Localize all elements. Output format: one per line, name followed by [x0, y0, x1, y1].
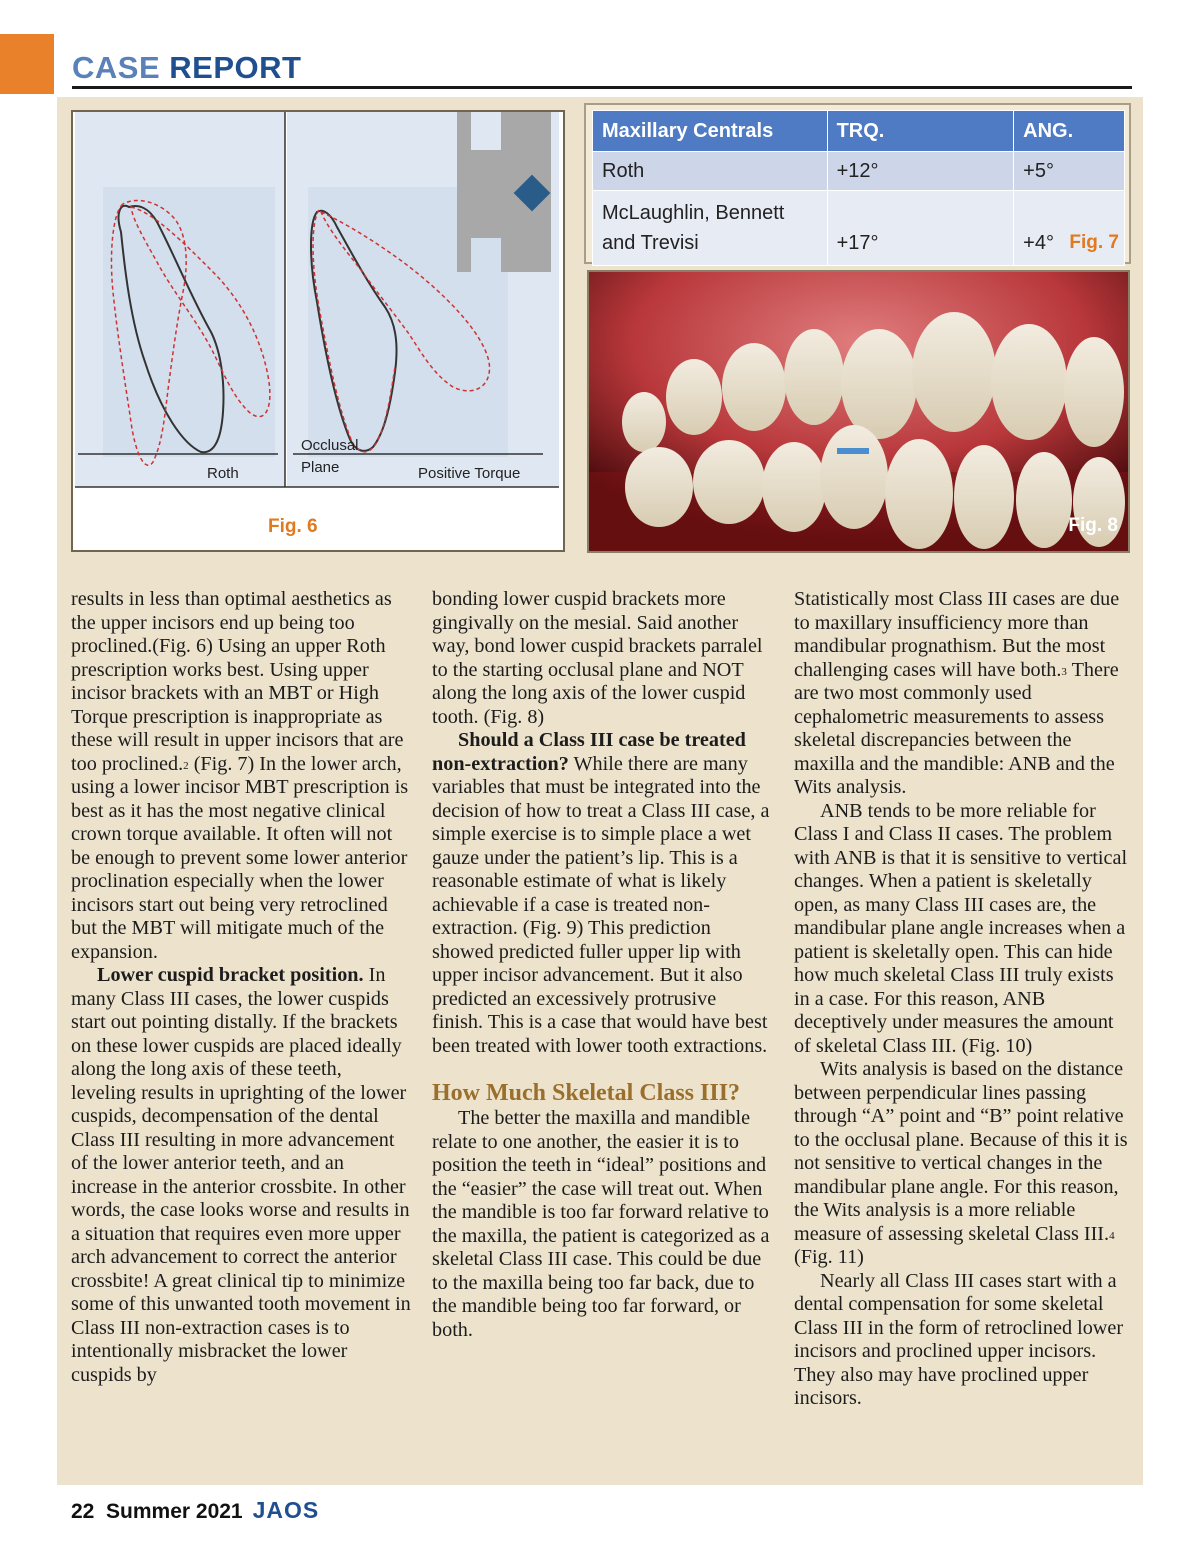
paragraph: The better the maxilla and mandible relate to one another, the easier it is to position the teeth in “ideal” positions and the “easier” the case will treat out. When the mandible is too far forward relative to the maxilla, the patient is categorized as a skeletal Class III case. This could be due to the maxilla being too far back, due to the mandible being too far forward, or both. [432, 1107, 770, 1341]
paragraph-text: In many Class III cases, the lower cuspids start out pointing distally. If the brackets on these lower cuspids are placed ideally along the long axis of these teeth, leveling results in uprighting of the lower cuspids, decompensation of the dental Class III resulting in more advancement of the lower anterior teeth, and an increase in the anterior crossbite. In other words, the case looks worse and results in a situation that requires even more upper arch advancement to correct the anterior crossbite! A great clinical tip to minimize some of this unwanted tooth movement in Class III non-extraction cases is to intentionally misbracket the lower cuspids by [71, 964, 411, 1386]
paragraph-text: results in less than optimal aesthetics as the upper incisors end up being too proclined.(Fig. 6) Using an upper Roth prescription works best. Using upper incisor brackets with an MBT or High Torque prescription is inappropriate as these will result in upper incisors that are too proclined. [71, 588, 404, 775]
paragraph: ANB tends to be more reliable for Class I and Class II cases. The problem with ANB is that it is sensitive to vertical changes. When a patient is skeletally open, as many Class III cases are, the mandibular plane angle increases when a patient is skeletally open. This can hide how much skeletal Class III truly exists in a case. For this reason, ANB deceptively under measures the amount of skeletal Class III. (Fig. 10) [794, 799, 1128, 1057]
paragraph: bonding lower cuspid brackets more gingivally on the mesial. Said another way, bond lower cuspid brackets parralel to the starting occlusal plane and NOT along the long axis of the lower cuspid tooth. (Fig. 8) [432, 588, 763, 728]
label-plane: Plane [301, 459, 340, 476]
paragraph: Nearly all Class III cases start with a dental compensation for some skeletal Class III in the form of retroclined lower incisors and proclined upper incisors. They also may have proclined upper incisors. [794, 1269, 1124, 1409]
table-cell: +4° [1014, 191, 1125, 266]
paragraph-text: (Fig. 11) [794, 1246, 864, 1268]
journal-name: JAOS [252, 1497, 320, 1523]
teeth-photo [589, 272, 1130, 553]
paragraph-text: (Fig. 7) In the lower arch, using a lower incisor MBT prescription is best as it has the most negative clinical crown torque available. It often will not be enough to prevent some lower anterior proclination especially when the lower incisors start out being very retroclined but the MBT will mitigate much of the expansion. [71, 752, 409, 963]
header-case: CASE [72, 50, 161, 85]
text-column-2 [432, 588, 772, 1342]
table-header: Maxillary Centrals [593, 111, 828, 152]
paragraph [71, 964, 411, 1387]
paragraph [794, 588, 1134, 800]
table-cell: McLaughlin, Bennett and Trevisi [593, 191, 828, 266]
figure-7 [584, 103, 1131, 264]
issue: Summer 2021 [106, 1500, 243, 1523]
orange-tab [0, 34, 54, 94]
text-column-3 [794, 588, 1134, 1411]
paragraph-text: Wits analysis is based on the distance between perpendicular lines passing through “A” point and “B” point relative to the occlusal plane. Because of this it is not sensitive to vertical changes in the mandibular plane angle. For this reason, the Wits analysis is a more reliable measure of assessing skeletal Class III. [794, 1058, 1128, 1245]
section-heading: How Much Skeletal Class III? [432, 1080, 741, 1106]
bracket-marker [837, 448, 869, 454]
paragraph [432, 729, 772, 1058]
table-row [593, 152, 1125, 191]
citation: 3 [1061, 665, 1067, 678]
page-footer [71, 1497, 319, 1524]
fig7-caption: Fig. 7 [1069, 232, 1119, 253]
table-row [593, 191, 1125, 266]
page-number: 22 [71, 1500, 95, 1523]
label-roth: Roth [207, 465, 239, 482]
table-header: TRQ. [827, 111, 1014, 152]
table-cell: +12° [827, 152, 1014, 191]
paragraph-text: There are two most commonly used cephalometric measurements to assess skeletal discrepancies between the maxilla and the mandible: ANB and the Wits analysis. [794, 658, 1119, 798]
figure-6 [71, 110, 565, 552]
header-rule [72, 86, 1132, 89]
fig6-diagram [73, 112, 563, 550]
run-in-heading: Lower cuspid bracket position. [97, 964, 364, 986]
header-report: REPORT [169, 50, 302, 85]
run-in-heading: Should a Class III case be treated non-extraction? [432, 729, 746, 775]
table-cell: +17° [827, 191, 1014, 266]
torque-table [592, 110, 1125, 266]
table-header: ANG. [1014, 111, 1125, 152]
paragraph-text: While there are many variables that must be integrated into the decision of how to treat a Class III case, a simple exercise is to simple place a wet gauze under the patient’s lip. This is a reasonable estimate of what is likely achievable if a case is treated non-extraction. (Fig. 9) This prediction showed predicted fuller upper lip with upper incisor advancement. But it also predicted an excessively protrusive finish. This is a case that would have best been treated with lower tooth extractions. [432, 752, 770, 1057]
citation: 2 [183, 759, 189, 772]
table-cell: +5° [1014, 152, 1125, 191]
label-positive-torque: Positive Torque [418, 465, 521, 482]
citation: 4 [1109, 1229, 1115, 1242]
label-occlusal: Occlusal [301, 437, 359, 454]
paragraph [794, 1058, 1134, 1270]
table-cell: Roth [593, 152, 828, 191]
fig6-caption: Fig. 6 [268, 516, 318, 537]
fig8-caption: Fig. 8 [1068, 515, 1118, 536]
paragraph-text: Statistically most Class III cases are due to maxillary insufficiency more than mandibular prognathism. But the most challenging cases will have both. [794, 588, 1120, 681]
paragraph [71, 588, 411, 964]
text-column-1 [71, 588, 411, 1387]
figure-8 [587, 270, 1130, 553]
section-header [72, 50, 301, 86]
